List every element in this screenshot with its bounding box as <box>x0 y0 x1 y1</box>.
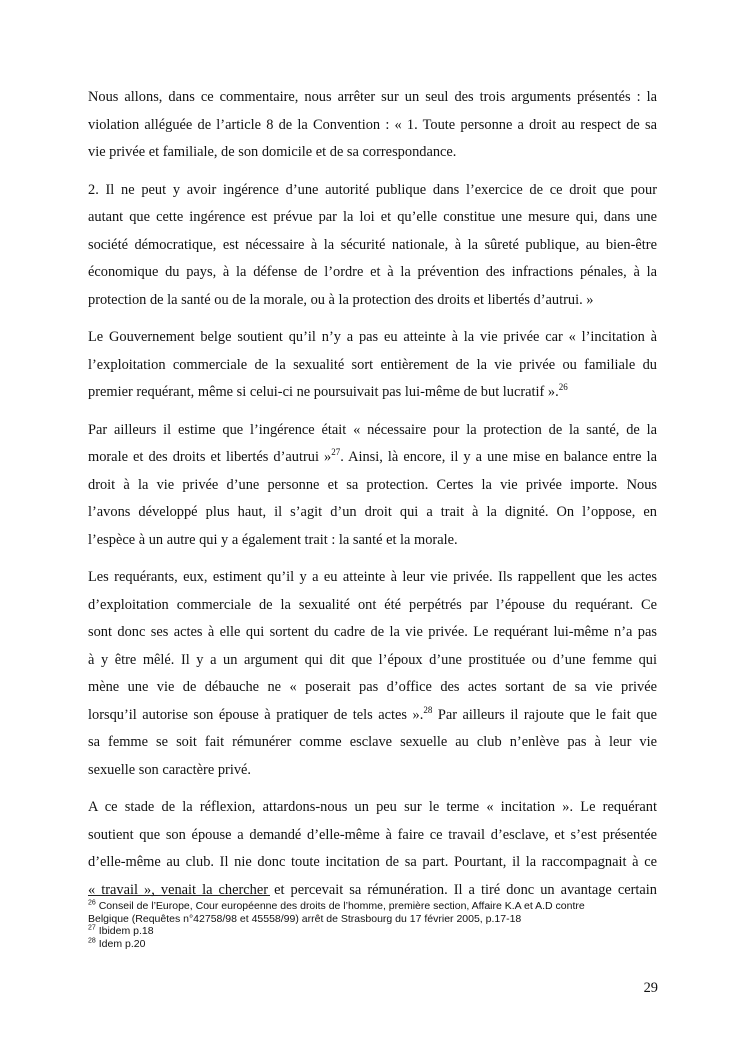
text-line: droit à la vie privée d’une personne et sa protection. Certes la vie privée importe. Nous <box>88 476 657 493</box>
text-line: l’exploitation commerciale de la sexualité sort entièrement de la vie privée ou familiale du <box>88 356 657 373</box>
text-line: d’elle-même au club. Il nie donc toute incitation de sa part. Pourtant, il la raccompagnait à ce <box>88 854 657 870</box>
text-line <box>88 702 657 730</box>
text-line <box>88 379 657 407</box>
footnote-text: Idem p.20 <box>98 937 146 950</box>
text-line: violation alléguée de l’article 8 de la Convention : « 1. Toute personne a droit au respect de sa <box>88 116 657 133</box>
text-line: mène une vie de débauche ne « poserait pas d’office des actes sortant de sa vie privée <box>88 679 657 695</box>
footnote-ref-26[interactable]: 26 <box>558 382 568 393</box>
footnote-number: 28 <box>88 937 96 945</box>
footnote-text: Ibidem p.18 <box>98 925 154 938</box>
text-line: « travail », venait la chercher et percevait sa rémunération. Il a tiré donc un avantage certain <box>88 881 657 898</box>
text-line: vie privée et familiale, de son domicile et de sa correspondance. <box>88 144 457 160</box>
text-line: l’avons développé plus haut, il s’agit d’un droit qui a trait à la dignité. On l’oppose, en <box>88 504 657 520</box>
paragraph-1 <box>88 84 657 167</box>
text-line: sexuelle son caractère privé. <box>88 761 252 778</box>
paragraph-3 <box>88 324 657 407</box>
footnote-ref-28[interactable]: 28 <box>423 704 433 715</box>
footnote-text: Belgique (Requêtes n°42758/98 et 45558/99) arrêt de Strasbourg du 17 février 2005, p.17-18 <box>88 912 522 925</box>
text-line: soutient que son épouse a demandé d’elle-même à faire ce travail d’esclave, et s’est présentée <box>88 826 657 843</box>
text-segment: premier requérant, même si celui-ci ne poursuivait pas lui-même de but lucratif ». <box>88 384 559 400</box>
footnote-28 <box>88 938 648 951</box>
text-line: 2. Il ne peut y avoir ingérence d’une autorité publique dans l’exercice de ce droit que pour <box>88 181 657 198</box>
page-number: 29 <box>643 980 658 996</box>
footnotes <box>88 900 648 950</box>
text-line: Le Gouvernement belge soutient qu’il n’y a pas eu atteinte à la vie privée car « l’incitation à <box>88 329 657 345</box>
footnote-number: 27 <box>88 924 96 932</box>
text-line <box>88 444 657 472</box>
footnote-27 <box>88 925 648 938</box>
text-line: A ce stade de la réflexion, attardons-nous un peu sur le terme « incitation ». Le requérant <box>88 799 657 815</box>
text-segment: . Ainsi, là encore, il y a une mise en balance entre la <box>340 449 657 465</box>
footnote-26 <box>88 900 648 925</box>
text-line: à y être mêlé. Il y a un argument qui dit que l’époux d’une prostituée ou d’une femme qui <box>88 651 657 668</box>
text-line: Les requérants, eux, estiment qu’il y a eu atteinte à leur vie privée. Ils rappellent que les actes <box>88 569 657 585</box>
text-line: sa femme se soit fait rémunérer comme esclave sexuelle au club n’enlève pas à leur vie <box>88 734 657 750</box>
text-line: économique du pays, à la défense de l’ordre et à la prévention des infractions pénales, à la <box>88 264 657 280</box>
paragraph-2 <box>88 177 657 315</box>
text-line: autant que cette ingérence est prévue par la loi et qu’elle constitue une mesure qui, dans une <box>88 209 657 225</box>
footnote-separator <box>88 895 270 896</box>
paragraph-5 <box>88 564 657 784</box>
text-line: sont donc ses actes à elle qui sortent du cadre de la vie privée. Le requérant lui-même n’a pas <box>88 624 657 640</box>
text-segment: Par ailleurs il rajoute que le fait que <box>432 706 657 723</box>
footnote-number: 26 <box>88 899 96 907</box>
text-line: Par ailleurs il estime que l’ingérence était « nécessaire pour la protection de la santé, de la <box>88 421 657 438</box>
text-line: société démocratique, est nécessaire à la sécurité nationale, à la sûreté publique, au bien-être <box>88 236 657 253</box>
paragraph-6 <box>88 794 657 904</box>
paragraph-4 <box>88 417 657 555</box>
text-segment: lorsqu’il autorise son épouse à pratiquer de tels actes ». <box>88 706 424 723</box>
footnote-text: Conseil de l’Europe, Cour européenne des droits de l’homme, première section, Affaire K.A et A.D contre <box>98 900 585 912</box>
text-line: protection de la santé ou de la morale, ou à la protection des droits et libertés d’autrui. » <box>88 291 594 308</box>
footnote-ref-27[interactable]: 27 <box>331 447 341 458</box>
text-segment: morale et des droits et libertés d’autrui » <box>88 449 332 465</box>
main-text <box>88 84 657 914</box>
text-line: l’espèce à un autre qui y a également trait : la santé et la morale. <box>88 531 458 548</box>
text-line: d’exploitation commerciale de la sexualité ont été perpétrés par l’épouse du requérant. Ce <box>88 596 657 613</box>
text-line: Nous allons, dans ce commentaire, nous arrêter sur un seul des trois arguments présentés : la <box>88 89 657 105</box>
